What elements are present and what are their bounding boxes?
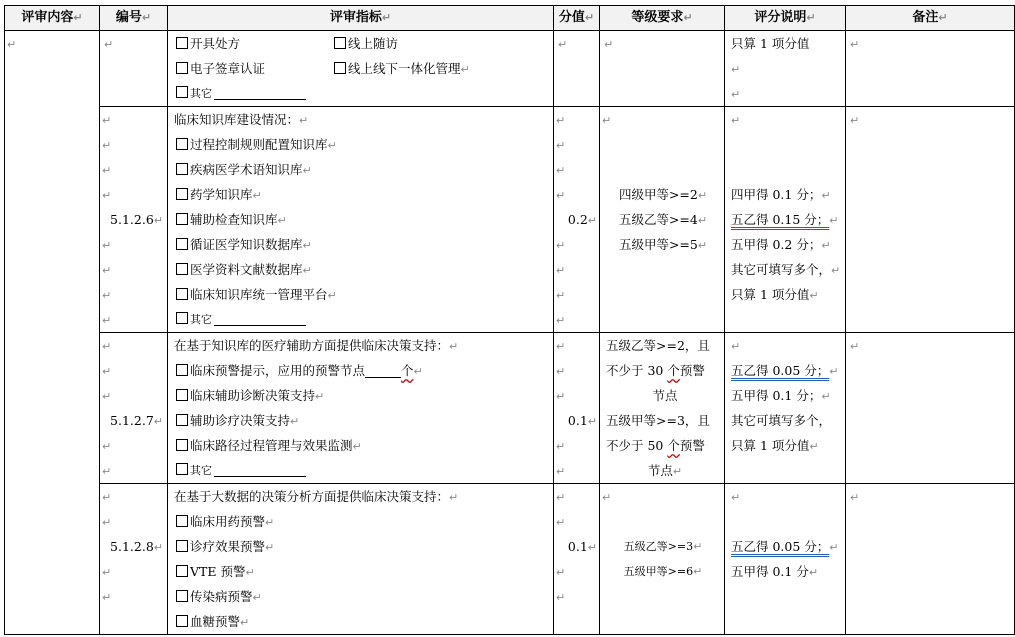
- indicator-cell: 在基于大数据的决策分析方面提供临床决策支持：↵ 临床用药预警↵ 诊疗效果预警↵ VTE 预警↵ 传染病预警↵ 血糖预警↵: [168, 484, 554, 635]
- score-cell: ↵ ↵ 0.1↵ ↵ ↵: [554, 484, 600, 635]
- checkbox[interactable]: [176, 312, 188, 324]
- checkbox[interactable]: [176, 37, 188, 49]
- table-row: [5, 31, 1015, 107]
- indicator-cell: 开具处方 线上随访 电子签章认证 线上线下一体化管理↵ 其它: [168, 31, 554, 107]
- checkbox[interactable]: [176, 263, 188, 275]
- note-cell: ↵ 四甲得 0.1 分；↵ 五乙得 0.15 分；↵ 五甲得 0.2 分；↵ 其它可填写多个，↵ 只算 1 项分值↵: [725, 107, 846, 333]
- level-cell: ↵ 四级甲等>=2↵ 五级乙等>=4↵ 五级甲等>=5↵: [600, 107, 725, 333]
- header-cell: 评审指标↵: [168, 6, 554, 31]
- id-cell: ↵: [100, 31, 168, 107]
- checkbox[interactable]: [334, 37, 346, 49]
- header-cell: 编号↵: [100, 6, 168, 31]
- checkbox[interactable]: [176, 565, 188, 577]
- count-blank[interactable]: [365, 363, 401, 378]
- checkbox[interactable]: [334, 62, 346, 74]
- note-cell: 只算 1 项分值 ↵ ↵: [725, 31, 846, 107]
- other-blank[interactable]: [214, 311, 306, 326]
- remark-cell: ↵: [846, 107, 1015, 333]
- checkbox[interactable]: [176, 615, 188, 627]
- checkbox[interactable]: [176, 288, 188, 300]
- checkbox[interactable]: [176, 463, 188, 475]
- checkbox[interactable]: [176, 188, 188, 200]
- checkbox[interactable]: [176, 540, 188, 552]
- table-row: [5, 333, 1015, 484]
- remark-cell: ↵: [846, 484, 1015, 635]
- review-table: [4, 5, 1015, 635]
- checkbox[interactable]: [176, 86, 188, 98]
- checkbox[interactable]: [176, 238, 188, 250]
- review-content-cell: ↵: [5, 31, 100, 635]
- note-cell: ↵ 五乙得 0.05 分；↵ 五甲得 0.1 分↵: [725, 484, 846, 635]
- id-cell: ↵ ↵ ↵ 5.1.2.7↵ ↵ ↵: [100, 333, 168, 484]
- score-cell: ↵ ↵ ↵ ↵ 0.2↵ ↵ ↵ ↵ ↵: [554, 107, 600, 333]
- table-row: [5, 484, 1015, 635]
- id-cell: ↵ ↵ ↵ ↵ 5.1.2.6↵ ↵ ↵ ↵ ↵: [100, 107, 168, 333]
- id-cell: ↵ ↵ 5.1.2.8↵ ↵ ↵: [100, 484, 168, 635]
- checkbox[interactable]: [176, 62, 188, 74]
- checkbox[interactable]: [176, 515, 188, 527]
- other-blank[interactable]: [214, 462, 306, 477]
- checkbox[interactable]: [176, 213, 188, 225]
- score-cell: ↵: [554, 31, 600, 107]
- checkbox[interactable]: [176, 138, 188, 150]
- indicator-cell: 临床知识库建设情况：↵ 过程控制规则配置知识库↵ 疾病医学术语知识库↵ 药学知识库↵ 辅助检查知识库↵ 循证医学知识数据库↵ 医学资料文献数据库↵ 临床知识库统一管理平台↵ 其它: [168, 107, 554, 333]
- level-cell: 五级乙等>=2，且 不少于 30 个预警 节点 五级甲等>=3，且 不少于 50 个预警 节点↵: [600, 333, 725, 484]
- note-cell: ↵ 五乙得 0.05 分；↵ 五甲得 0.1 分；↵ 其它可填写多个， 只算 1 项分值↵: [725, 333, 846, 484]
- checkbox[interactable]: [176, 414, 188, 426]
- checkbox[interactable]: [176, 389, 188, 401]
- header-cell: 等级要求↵: [600, 6, 725, 31]
- indicator-cell: 在基于知识库的医疗辅助方面提供临床决策支持：↵ 临床预警提示，应用的预警节点 个↵ 临床辅助诊断决策支持↵ 辅助诊疗决策支持↵ 临床路径过程管理与效果监测↵ 其它: [168, 333, 554, 484]
- checkbox[interactable]: [176, 364, 188, 376]
- remark-cell: ↵: [846, 333, 1015, 484]
- header-cell: 备注↵: [846, 6, 1015, 31]
- table-row: [5, 107, 1015, 333]
- header-row: [5, 6, 1015, 31]
- checkbox[interactable]: [176, 590, 188, 602]
- checkbox[interactable]: [176, 439, 188, 451]
- other-blank[interactable]: [214, 85, 306, 100]
- level-cell: ↵ 五级乙等>=3↵ 五级甲等>=6↵: [600, 484, 725, 635]
- checkbox[interactable]: [176, 163, 188, 175]
- header-cell: 分值↵: [554, 6, 600, 31]
- header-cell: 评审内容↵: [5, 6, 100, 31]
- header-cell: 评分说明↵: [725, 6, 846, 31]
- remark-cell: ↵: [846, 31, 1015, 107]
- level-cell: ↵: [600, 31, 725, 107]
- score-cell: ↵ ↵ ↵ 0.1↵ ↵ ↵: [554, 333, 600, 484]
